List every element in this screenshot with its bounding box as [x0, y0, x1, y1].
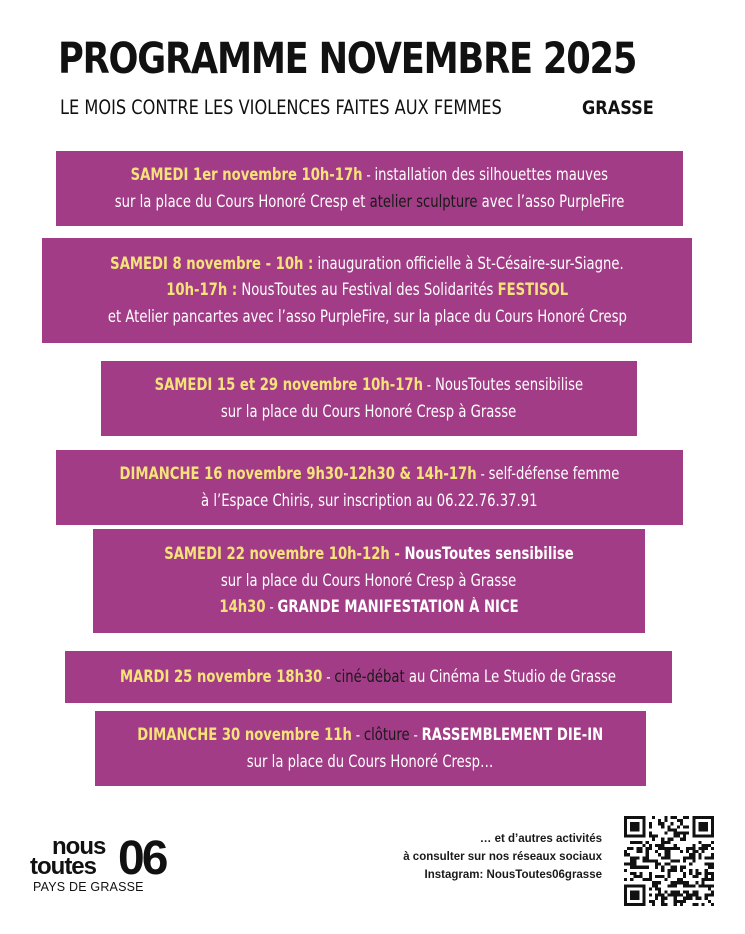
page-subtitle: LE MOIS CONTRE LES VIOLENCES FAITES AUX FEMMES — [60, 96, 502, 119]
event-text: NousToutes au Festival des Solidarités — [236, 280, 498, 300]
event-text: à l’Espace Chiris, sur inscription au 06.22.76.37.91 — [201, 490, 538, 510]
event-box-4 — [56, 450, 683, 525]
event-text: inauguration officielle à St-Césaire-sur-Siagne. — [313, 253, 624, 273]
event-date-text: SAMEDI 15 et 29 novembre 10h-17h — [154, 375, 424, 395]
footer-line-3: Instagram: NousToutes06grasse — [424, 868, 602, 881]
event-text: RASSEMBLEMENT DIE-IN — [421, 725, 604, 745]
footer-line-2: à consulter sur nos réseaux sociaux — [403, 850, 602, 863]
event-box-5 — [93, 529, 645, 633]
event-box-6 — [65, 651, 672, 703]
event-box-1 — [56, 151, 683, 226]
logo-word-nous: nous — [52, 833, 106, 860]
event-line — [115, 189, 625, 215]
city-label: GRASSE — [582, 97, 654, 119]
event-text: - — [423, 376, 436, 395]
event-line — [219, 594, 518, 620]
qr-code-icon[interactable] — [624, 816, 714, 906]
event-date-text: FESTISOL — [497, 280, 568, 300]
event-line — [221, 399, 516, 425]
event-text: NousToutes sensibilise — [435, 375, 584, 395]
event-text: atelier sculpture — [369, 191, 478, 211]
event-text: sur la place du Cours Honoré Cresp et — [114, 191, 370, 211]
event-date-text: 10h-17h : — [166, 280, 237, 300]
event-text: - — [352, 726, 365, 745]
event-text: clôture — [364, 725, 410, 745]
event-box-3 — [101, 361, 637, 436]
event-line — [120, 461, 620, 487]
event-date-text: SAMEDI 1er novembre 10h-17h — [130, 165, 363, 185]
event-line — [155, 372, 584, 398]
event-text: sur la place du Cours Honoré Cresp à Grasse — [221, 570, 517, 590]
page-title: PROGRAMME NOVEMBRE 2025 — [58, 34, 637, 84]
event-text: avec l’asso PurpleFire — [477, 191, 625, 211]
logo-tagline: PAYS DE GRASSE — [33, 880, 144, 894]
event-line — [120, 664, 616, 690]
footer-note — [380, 831, 602, 884]
event-box-2 — [42, 238, 692, 343]
event-line — [221, 568, 516, 594]
event-line — [201, 488, 537, 514]
event-text: et Atelier pancartes avec l’asso PurpleFire, sur la place du Cours Honoré Cresp — [107, 306, 627, 326]
event-date-text: DIMANCHE 16 novembre 9h30-12h30 & 14h-17h — [119, 464, 477, 484]
event-text: sur la place du Cours Honoré Cresp… — [247, 751, 494, 771]
event-date-text: 14h30 — [219, 597, 266, 617]
event-text: au Cinéma Le Studio de Grasse — [405, 666, 617, 686]
event-line — [166, 277, 568, 303]
event-text: installation des silhouettes mauves — [374, 165, 609, 185]
event-box-7 — [95, 711, 646, 786]
nous-toutes-logo — [30, 833, 195, 903]
event-text: - — [322, 667, 335, 686]
event-line — [131, 162, 608, 188]
event-text: sur la place du Cours Honoré Cresp à Grasse — [221, 401, 517, 421]
logo-word-toutes: toutes — [30, 853, 96, 880]
event-text: ciné-débat — [334, 666, 406, 686]
event-line — [108, 304, 627, 330]
event-text: self-défense femme — [488, 464, 620, 484]
event-text: NousToutes sensibilise — [404, 544, 574, 564]
event-text: - — [362, 166, 375, 185]
event-text: - — [476, 465, 489, 484]
logo-number: 06 — [118, 832, 166, 885]
event-line — [110, 251, 623, 277]
event-date-text: DIMANCHE 30 novembre 11h — [137, 725, 353, 745]
event-text: - — [409, 726, 422, 745]
event-line — [138, 722, 604, 748]
event-date-text: SAMEDI 22 novembre 10h-12h - — [164, 544, 405, 564]
event-date-text: MARDI 25 novembre 18h30 — [120, 666, 323, 686]
event-line — [164, 541, 574, 567]
footer-line-1: … et d’autres activités — [479, 833, 602, 845]
event-text: GRANDE MANIFESTATION À NICE — [277, 597, 519, 617]
event-line — [247, 749, 493, 775]
event-date-text: SAMEDI 8 novembre - 10h : — [110, 253, 314, 273]
event-text: - — [265, 598, 278, 617]
